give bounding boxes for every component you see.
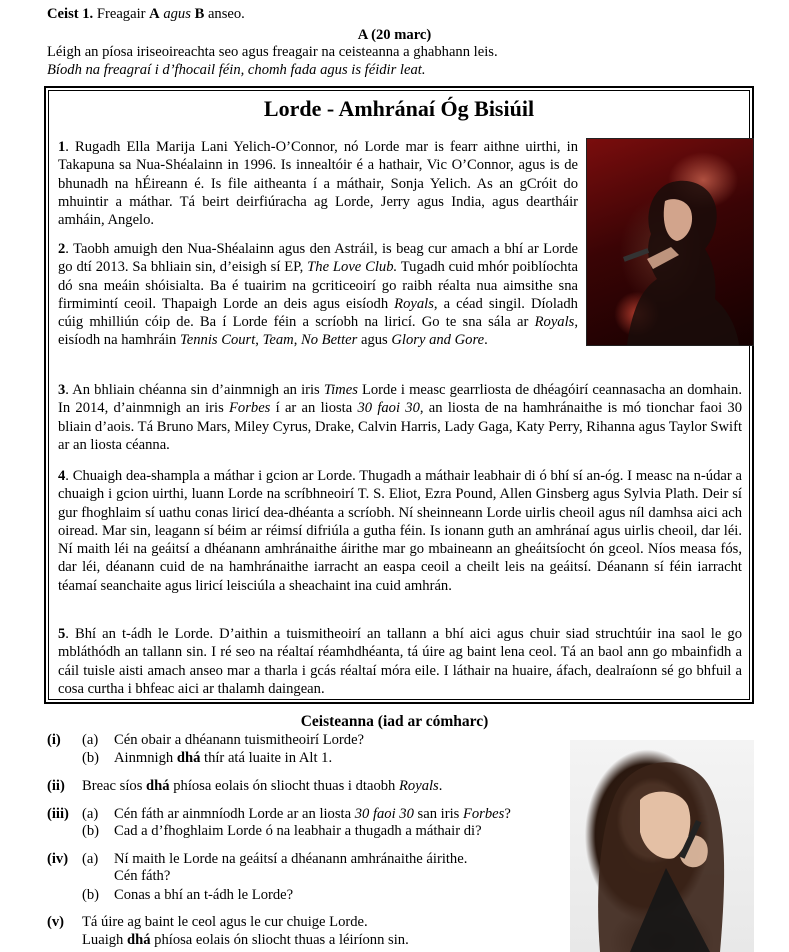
article-paragraph-5: 5. Bhí an t-ádh le Lorde. D’aithin a tuismitheoirí an tallann a bhí aici agus chuir siad struchtúir ina saol le go mbláthódh an tallann sin. I ré seo na réaltaí réamhdhéanta, tá úire ag baint lena ceol. Tá an baol ann go mbainfidh a cáil tuisle aisti amach anseo mar a tharla i gcás réaltaí móra eile. I láthair na huaire, áfach, dealraíonn sé go bhfuil a cosa curtha i bhfeac aici ar thalamh daingean. [58,626,742,697]
question-iii-number: (iii) [47,806,69,822]
question-i-b-text: Ainmnigh dhá thír atá luaite in Alt 1. [114,750,333,766]
question-iii-a-text: Cén fáth ar ainmníodh Lorde ar an liosta 30 faoi 30 san iris Forbes? [114,806,511,822]
question-iv-a-label: (a) [82,851,99,867]
question-iv-number: (iv) [47,851,69,867]
questions-heading: Ceisteanna (iad ar cómharc) [300,713,489,730]
question-iv-b-text: Conas a bhí an t-ádh le Lorde? [114,887,294,903]
article-paragraph-2: 2. Taobh amuigh den Nua-Shéalainn agus den Astráil, is beag cur amach a bhí ar Lorde go dtí 2013. Sa bhliain sin, d’eisigh sí EP, The Love Club. Tugadh cuid mhór poiblíochta dó sna meáin shóisialta. Ba é tuairim na gcriticeoirí go raibh réalta nua aimsithe sna firmimintí ceoil. Thapaigh Lorde an deis agus eisíodh Royals, a céad singil. Díoladh cúig mhilliún cóip de. Ba í Lorde féin a scríobh na liricí. Go te sna sála ar Royals, eisíodh na hamhráin Tennis Court, Team, No Better agus Glory and Gore. [58,241,578,349]
lorde-portrait-photo [570,740,754,952]
article-paragraph-1: 1. Rugadh Ella Marija Lani Yelich-O’Connor, nó Lorde mar is fearr aithne uirthi, in Takapuna sa Nua-Shéalainn in 1996. Is innealtóir é a hathair, Vic O’Connor, agus is de bhunadh na hÉireann é. Is file aitheanta í a máthair, Sonja Yelich. As an gCróit do mhuintir a máthar. Tá beirt deirfiúracha ag Lorde, Jerry agus India, agus deartháir amháin, Angelo. [58,139,578,229]
question-iv-b-label: (b) [82,887,100,903]
portrait-silhouette [570,740,754,952]
question-i-a-label: (a) [82,732,99,748]
performer-silhouette [587,139,753,345]
exam-question-header: Ceist 1. Freagair A agus B anseo. [47,6,245,22]
instruction-italic: Bíodh na freagraí i d’fhocail féin, chomh fada agus is féidir leat. [47,62,426,78]
question-ii-number: (ii) [47,778,65,794]
question-iv-a-text: Ní maith le Lorde na geáitsí a dhéanann amhránaithe áirithe. [114,851,468,867]
question-i-number: (i) [47,732,61,748]
question-i-b-label: (b) [82,750,100,766]
instruction-text: Léigh an píosa iriseoireachta seo agus freagair na ceisteanna a ghabhann leis. [47,44,498,60]
article-paragraph-3: 3. An bhliain chéanna sin d’ainmnigh an iris Times Lorde i measc gearrliosta de dhéagóirí ceannasacha an domhain. In 2014, d’ainmnigh an iris Forbes í ar an liosta 30 faoi 30, an liosta de na hamhránaithe is mó tionchar faoi 30 bliain d’aois. Tá Bruno Mars, Miley Cyrus, Drake, Calvin Harris, Lady Gaga, Katy Perry, Rihanna agus Taylor Swift ar an liosta céanna. [58,382,742,453]
article-title: Lorde - Amhránaí Óg Bisiúil [263,96,535,121]
article-paragraph-4: 4. Chuaigh dea-shampla a máthar i gcion ar Lorde. Thugadh a máthair leabhair di ó bhí sí an-óg. I measc na n-údar a chuaigh i gcion uirthi, luann Lorde na scríbhneoirí T. S. Eliot, Ezra Pound, Allen Ginsberg agus Sylvia Plath. Deir sí gur fhoghlaim sí uathu conas liricí dea-dhéanta a scríobh. Ní sheinneann Lorde uirlis cheoil agus níl damhsa aici ach oiread. Mar sin, leagann sí béim ar réimsí difriúla a gutha féin. Is ionann guth an amhránaí agus uirlis cheoil, dar léi. Ní maith léi na geáitsí a dhéanann amhránaithe áirithe mar go mbaineann an gheáitsíocht ón gceol. Níos measa fós, dar léi, déanann cuid de na hamhránaithe iarracht an easpa ceoil a cheilt leis na geáitsí. Déanann sí féin iarracht téamaí seanchaite agus liricí leisciúla a sheachaint ina cuid amhrán. [58,468,742,594]
question-v-text-2: Luaigh dhá phíosa eolais ón sliocht thuas a léiríonn sin. [82,932,409,948]
lorde-performing-photo [586,138,754,346]
question-iii-b-label: (b) [82,823,100,839]
question-v-number: (v) [47,914,65,930]
question-iii-a-label: (a) [82,806,99,822]
question-v-text: Tá úire ag baint le ceol agus le cur chuige Lorde. [82,914,368,930]
section-a-marks: A (20 marc) [357,27,432,43]
question-iii-b-text: Cad a d’fhoghlaim Lorde ó na leabhair a thugadh a máthair di? [114,823,482,839]
question-iv-a-text-2: Cén fáth? [114,868,171,884]
question-ii-text: Breac síos dhá phíosa eolais ón sliocht thuas i dtaobh Royals. [82,778,443,794]
question-i-a-text: Cén obair a dhéanann tuismitheoirí Lorde? [114,732,365,748]
